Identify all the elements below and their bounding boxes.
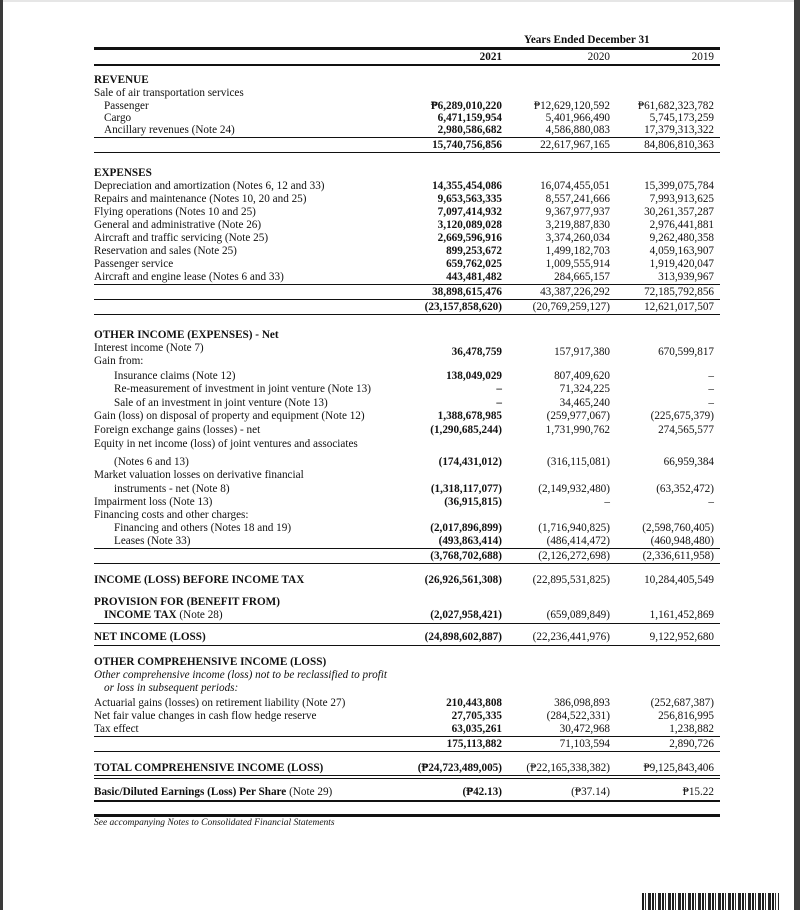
row-label: Financing costs and other charges:	[94, 509, 249, 521]
table-row	[94, 245, 720, 257]
value-2021: 9,653,563,335	[437, 193, 502, 205]
table-row	[94, 456, 720, 468]
row-label: Actuarial gains (losses) on retirement liability (Note 27)	[94, 697, 346, 709]
value-2021: 15,740,756,856	[432, 139, 502, 151]
value-2020: (22,236,441,976)	[532, 631, 610, 643]
eps-rule	[94, 800, 720, 802]
value-2020: –	[604, 496, 610, 508]
eps-label: Basic/Diluted Earnings (Loss) Per Share	[94, 786, 287, 798]
value-2020: 807,409,620	[554, 370, 610, 382]
value-2019: –	[708, 370, 714, 382]
value-2021: 2,669,596,916	[437, 232, 502, 244]
viewer-left-edge	[0, 0, 3, 910]
year-2019: 2019	[691, 51, 714, 63]
table-row-label	[94, 438, 720, 450]
value-2020: (20,769,259,127)	[532, 301, 610, 313]
value-2020: 1,009,555,914	[545, 258, 610, 270]
total-rule	[94, 751, 720, 752]
value-2020: (316,115,081)	[547, 456, 610, 468]
row-label: Gain (loss) on disposal of property and equipment (Note 12)	[94, 410, 365, 422]
revenue-subheading: Sale of air transportation services	[94, 87, 244, 99]
value-2021: 659,762,025	[446, 258, 502, 270]
value-2020: (259,977,067)	[546, 410, 610, 422]
value-2021: (174,431,012)	[438, 456, 502, 468]
value-2020: (2,149,932,480)	[538, 483, 610, 495]
table-row	[94, 370, 720, 382]
value-2020: (284,522,331)	[546, 710, 610, 722]
oci-total-row	[94, 738, 720, 750]
value-2020: 3,219,887,830	[545, 219, 610, 231]
value-2021: 2,980,586,682	[437, 124, 502, 136]
provision-row	[94, 609, 720, 621]
value-2021: 63,035,261	[451, 723, 502, 735]
value-2020: (₱37.14)	[571, 786, 610, 798]
value-2021: 175,113,882	[446, 738, 502, 750]
row-label: PROVISION FOR (BENEFIT FROM)	[94, 596, 280, 608]
row-label	[104, 609, 223, 621]
subtotal-rule	[94, 736, 720, 737]
value-2021: –	[496, 397, 502, 409]
year-2021: 2021	[479, 51, 502, 63]
oci-subheading: or loss in subsequent periods:	[104, 682, 239, 694]
footer-rule	[94, 814, 720, 817]
total-rule	[94, 645, 720, 646]
value-2019: 5,745,173,259	[649, 112, 714, 124]
row-label: General and administrative (Note 26)	[94, 219, 262, 231]
table-row	[94, 219, 720, 231]
value-2019: 30,261,357,287	[644, 206, 714, 218]
total-rule	[94, 299, 720, 300]
header-bottom-rule	[94, 64, 720, 66]
total-rule	[94, 152, 720, 153]
double-rule-bottom	[94, 778, 720, 779]
viewer-top-edge	[0, 0, 800, 2]
value-2019: (2,598,760,405)	[642, 522, 714, 534]
value-2021: (36,915,815)	[444, 496, 502, 508]
value-2019: (225,675,379)	[650, 410, 714, 422]
row-label: Cargo	[104, 112, 132, 124]
table-row	[94, 397, 720, 409]
expenses-heading: EXPENSES	[94, 167, 152, 179]
value-2019: 12,621,017,507	[644, 301, 714, 313]
value-2020: 157,917,380	[554, 346, 610, 358]
row-label: Insurance claims (Note 12)	[114, 370, 236, 382]
value-2019: –	[708, 496, 714, 508]
expenses-total-row	[94, 286, 720, 298]
oci-subheading-row	[94, 669, 720, 681]
provision-note: (Note 28)	[176, 609, 223, 621]
value-2019: 256,816,995	[658, 710, 714, 722]
value-2020: 1,731,990,762	[545, 424, 610, 436]
value-2020: (₱22,165,338,382)	[526, 762, 610, 774]
row-label: Passenger service	[94, 258, 174, 270]
value-2020: 34,465,240	[559, 397, 610, 409]
value-2021: (2,017,896,899)	[430, 522, 502, 534]
value-2020: 4,586,880,083	[545, 124, 610, 136]
value-2021: 27,705,335	[451, 710, 502, 722]
other-income-heading: OTHER INCOME (EXPENSES) - Net	[94, 329, 279, 341]
value-2019: 7,993,913,625	[649, 193, 714, 205]
table-row	[94, 193, 720, 205]
provision-heading-row	[94, 596, 720, 608]
row-label: Re-measurement of investment in joint venture (Note 13)	[114, 383, 371, 395]
value-2021: ₱6,289,010,220	[430, 100, 502, 112]
value-2020: (1,716,940,825)	[538, 522, 610, 534]
value-2021: 14,355,454,086	[432, 180, 502, 192]
value-2019: 274,565,577	[658, 424, 714, 436]
viewer-scrollbar[interactable]	[794, 0, 800, 910]
value-2020: 386,098,893	[554, 697, 610, 709]
value-2019: –	[708, 397, 714, 409]
value-2019: 1,161,452,869	[649, 609, 714, 621]
value-2021: 3,120,089,028	[437, 219, 502, 231]
row-label	[94, 786, 332, 798]
subtotal-rule	[94, 548, 720, 549]
value-2020: 284,665,157	[554, 271, 610, 283]
table-row	[94, 112, 720, 124]
value-2019: (460,948,480)	[650, 535, 714, 547]
value-2019: 17,379,313,322	[644, 124, 714, 136]
table-row	[94, 180, 720, 192]
table-row	[94, 383, 720, 395]
net-income-row	[94, 631, 720, 643]
table-row	[94, 496, 720, 508]
value-2021: 899,253,672	[446, 245, 502, 257]
value-2019: 1,919,420,047	[649, 258, 714, 270]
value-2020: (22,895,531,825)	[532, 574, 610, 586]
barcode-image	[642, 893, 779, 910]
value-2021: (3,768,702,688)	[430, 550, 502, 562]
value-2021: (26,926,561,308)	[424, 574, 502, 586]
value-2021: 36,478,759	[451, 346, 502, 358]
value-2021: (1,318,117,077)	[430, 483, 502, 495]
eps-note: (Note 29)	[286, 786, 333, 798]
value-2019: (2,336,611,958)	[642, 550, 714, 562]
operating-result-row	[94, 301, 720, 313]
value-2020: 3,374,260,034	[545, 232, 610, 244]
row-label: instruments - net (Note 8)	[114, 483, 230, 495]
value-2019: 4,059,163,907	[649, 245, 714, 257]
value-2019: ₱15.22	[682, 786, 714, 798]
value-2021: 38,898,615,476	[432, 286, 502, 298]
value-2021: 443,481,482	[446, 271, 502, 283]
table-row	[94, 723, 720, 735]
gain-from-row	[94, 355, 720, 367]
expenses-heading-row	[94, 167, 720, 179]
revenue-subheading-row	[94, 87, 720, 99]
row-label: Tax effect	[94, 723, 139, 735]
row-label: NET INCOME (LOSS)	[94, 631, 206, 643]
oci-heading-row	[94, 656, 720, 668]
row-label: Sale of an investment in joint venture (Note 13)	[114, 397, 328, 409]
table-row	[94, 232, 720, 244]
row-label: TOTAL COMPREHENSIVE INCOME (LOSS)	[94, 762, 324, 774]
value-2019: 66,959,384	[663, 456, 714, 468]
row-label: (Notes 6 and 13)	[114, 456, 189, 468]
row-label: INCOME (LOSS) BEFORE INCOME TAX	[94, 574, 305, 586]
table-row	[94, 258, 720, 270]
row-label: Financing and others (Notes 18 and 19)	[114, 522, 292, 534]
value-2020: 71,103,594	[559, 738, 610, 750]
value-2021: (₱24,723,489,005)	[417, 762, 502, 774]
row-label: Depreciation and amortization (Notes 6, 12 and 33)	[94, 180, 325, 192]
row-label: Foreign exchange gains (losses) - net	[94, 424, 261, 436]
value-2020: 16,074,455,051	[540, 180, 610, 192]
row-label: Gain from:	[94, 355, 144, 367]
value-2020: 9,367,977,937	[545, 206, 610, 218]
oci-subheading: Other comprehensive income (loss) not to be reclassified to profit	[94, 669, 387, 681]
revenue-total-row	[94, 139, 720, 151]
value-2019: 1,238,882	[669, 723, 714, 735]
table-row	[94, 424, 720, 436]
total-rule	[94, 623, 720, 624]
value-2019: (252,687,387)	[650, 697, 714, 709]
value-2020: 43,387,226,292	[540, 286, 610, 298]
total-rule	[94, 563, 720, 564]
value-2021: 6,471,159,954	[437, 112, 502, 124]
row-label: Reservation and sales (Note 25)	[94, 245, 237, 257]
table-row	[94, 710, 720, 722]
value-2021: 210,443,808	[446, 697, 502, 709]
table-row	[94, 100, 720, 112]
total-comprehensive-row	[94, 762, 720, 774]
value-2021: (2,027,958,421)	[430, 609, 502, 621]
table-row	[94, 535, 720, 547]
income-before-tax-row	[94, 574, 720, 586]
row-label: Net fair value changes in cash flow hedge reserve	[94, 710, 317, 722]
row-label: Interest income (Note 7)	[94, 342, 204, 354]
value-2019: 9,262,480,358	[649, 232, 714, 244]
row-label: Ancillary revenues (Note 24)	[104, 124, 235, 136]
row-label: Equity in net income (loss) of joint ventures and associates	[94, 438, 358, 450]
double-rule-top	[94, 775, 720, 776]
value-2019: 2,890,726	[669, 738, 714, 750]
subtotal-rule	[94, 137, 720, 138]
value-2020: 1,499,182,703	[545, 245, 610, 257]
table-row	[94, 697, 720, 709]
value-2019: 15,399,075,784	[644, 180, 714, 192]
footer-note: See accompanying Notes to Consolidated Financial Statements	[94, 818, 335, 828]
value-2021: (23,157,858,620)	[424, 301, 502, 313]
table-row	[94, 410, 720, 422]
table-row	[94, 483, 720, 495]
period-title: Years Ended December 31	[524, 34, 650, 46]
value-2019: 9,122,952,680	[649, 631, 714, 643]
revenue-heading-row	[94, 74, 720, 86]
row-label: Impairment loss (Note 13)	[94, 496, 213, 508]
value-2020: 5,401,966,490	[545, 112, 610, 124]
value-2021: 138,049,029	[446, 370, 502, 382]
other-income-heading-row	[94, 329, 720, 341]
total-rule	[94, 314, 720, 315]
value-2021: –	[496, 383, 502, 395]
value-2019: 670,599,817	[658, 346, 714, 358]
value-2020: 71,324,225	[559, 383, 610, 395]
value-2020: 8,557,241,666	[545, 193, 610, 205]
value-2021: (₱42.13)	[462, 786, 502, 798]
value-2019: –	[708, 383, 714, 395]
oci-heading: OTHER COMPREHENSIVE INCOME (LOSS)	[94, 656, 327, 668]
value-2019: ₱61,682,323,782	[637, 100, 714, 112]
header-top-rule	[94, 47, 720, 50]
provision-label: INCOME TAX	[104, 609, 177, 621]
table-row	[94, 124, 720, 136]
value-2020: 30,472,968	[559, 723, 610, 735]
year-header-row	[94, 51, 720, 63]
value-2020: (659,089,849)	[546, 609, 610, 621]
value-2020: (2,126,272,698)	[538, 550, 610, 562]
value-2021: 1,388,678,985	[437, 410, 502, 422]
table-row	[94, 271, 720, 283]
value-2019: 313,939,967	[658, 271, 714, 283]
value-2019: 2,976,441,881	[649, 219, 714, 231]
oci-subheading-row	[94, 682, 720, 694]
value-2019: (63,352,472)	[656, 483, 714, 495]
year-2020: 2020	[587, 51, 610, 63]
value-2021: (1,290,685,244)	[430, 424, 502, 436]
row-label: Flying operations (Notes 10 and 25)	[94, 206, 256, 218]
row-label: Leases (Note 33)	[114, 535, 191, 547]
revenue-heading: REVENUE	[94, 74, 149, 86]
value-2020: (486,414,472)	[546, 535, 610, 547]
row-label: Aircraft and engine lease (Notes 6 and 33)	[94, 271, 284, 283]
value-2021: (493,863,414)	[438, 535, 502, 547]
table-row	[94, 522, 720, 534]
value-2020: ₱12,629,120,592	[533, 100, 610, 112]
value-2019: ₱9,125,843,406	[643, 762, 714, 774]
financing-label-row	[94, 509, 720, 521]
table-row	[94, 342, 720, 358]
value-2019: 84,806,810,363	[644, 139, 714, 151]
row-label: Passenger	[104, 100, 149, 112]
table-row-label	[94, 469, 720, 481]
subtotal-rule	[94, 284, 720, 285]
row-label: Aircraft and traffic servicing (Note 25)	[94, 232, 269, 244]
value-2021: (24,898,602,887)	[424, 631, 502, 643]
table-row	[94, 206, 720, 218]
value-2019: 72,185,792,856	[644, 286, 714, 298]
value-2019: 10,284,405,549	[644, 574, 714, 586]
row-label: Market valuation losses on derivative financial	[94, 469, 304, 481]
value-2020: 22,617,967,165	[540, 139, 610, 151]
other-income-total-row	[94, 550, 720, 562]
value-2021: 7,097,414,932	[437, 206, 502, 218]
eps-row	[94, 786, 720, 798]
row-label: Repairs and maintenance (Notes 10, 20 and 25)	[94, 193, 307, 205]
